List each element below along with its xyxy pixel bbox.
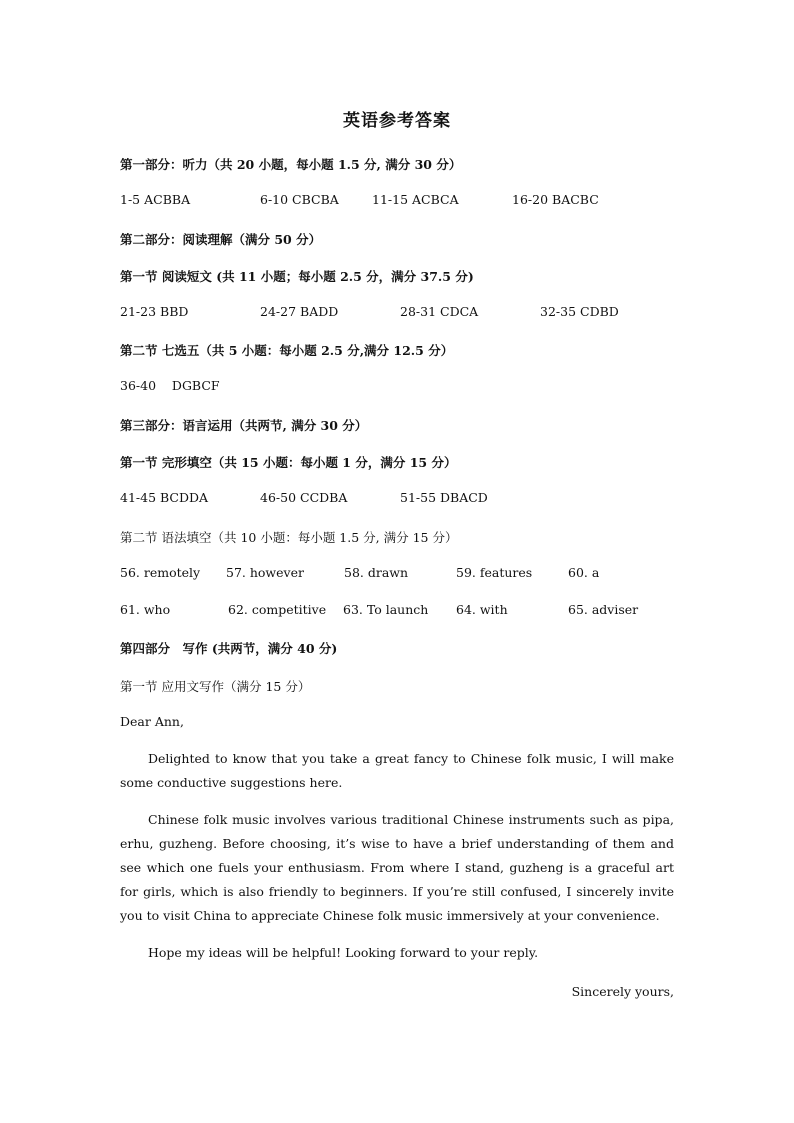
grammar-answers-row-2 xyxy=(0,602,794,620)
grammar-answer: 65. adviser xyxy=(568,602,639,617)
part2-heading: 第二部分：阅读理解（满分 50 分） xyxy=(120,232,322,247)
part3-section1-answers-row xyxy=(0,490,794,508)
answer-group: 41-45 BCDDA xyxy=(120,490,209,505)
answer-group: 11-15 ACBCA xyxy=(372,192,459,207)
part3-section2-heading: 第二节 语法填空（共 10 小题：每小题 1.5 分, 满分 15 分） xyxy=(120,530,458,545)
part2-section1-answers-row xyxy=(0,304,794,322)
answer-group: 6-10 CBCBA xyxy=(260,192,339,207)
part2-section1-heading: 第一节 阅读短文 (共 11 小题；每小题 2.5 分，满分 37.5 分) xyxy=(120,269,474,284)
grammar-answer: 58. drawn xyxy=(344,565,409,580)
grammar-answer: 60. a xyxy=(568,565,600,580)
grammar-answer: 63. To launch xyxy=(343,602,429,617)
answer-group: 1-5 ACBBA xyxy=(120,192,191,207)
answer-group: 46-50 CCDBA xyxy=(260,490,348,505)
letter-paragraph: Hope my ideas will be helpful! Looking forward to your reply. xyxy=(148,945,539,960)
part4-heading: 第四部分 写作 (共两节，满分 40 分) xyxy=(120,641,338,656)
answer-group: 16-20 BACBC xyxy=(512,192,599,207)
part3-section1-heading: 第一节 完形填空（共 15 小题：每小题 1 分，满分 15 分） xyxy=(120,455,457,470)
letter-salutation: Dear Ann, xyxy=(120,714,184,729)
part4-section1-heading: 第一节 应用文写作（满分 15 分） xyxy=(120,679,311,694)
part2-section2-answer: 36-40 DGBCF xyxy=(120,378,220,393)
letter-paragraph: Delighted to know that you take a great fancy to Chinese folk music, I will make some conductive suggestions here. xyxy=(120,751,674,790)
letter-paragraph: Chinese folk music involves various traditional Chinese instruments such as pipa, erhu, guzheng. Before choosing, it’s wise to have a brief understanding of them and see which one fuels your enthusiasm. From where I stand, guzheng is a graceful art for girls, which is also friendly to beginners. If you’re still confused, I sincerely invite you to visit China to appreciate Chinese folk music immersively at your convenience. xyxy=(120,812,674,923)
answer-group: 28-31 CDCA xyxy=(400,304,479,319)
grammar-answer: 64. with xyxy=(456,602,508,617)
letter-closing: Sincerely yours, xyxy=(571,984,674,999)
part2-section2-heading: 第二节 七选五（共 5 小题：每小题 2.5 分,满分 12.5 分） xyxy=(120,343,454,358)
answer-group: 32-35 CDBD xyxy=(540,304,619,319)
grammar-answer: 56. remotely xyxy=(120,565,201,580)
grammar-answer: 57. however xyxy=(226,565,304,580)
answer-group: 21-23 BBD xyxy=(120,304,189,319)
answer-group: 51-55 DBACD xyxy=(400,490,488,505)
part3-heading: 第三部分：语言运用（共两节, 满分 30 分） xyxy=(120,418,368,433)
grammar-answer: 59. features xyxy=(456,565,533,580)
page-title: 英语参考答案 xyxy=(343,111,451,131)
part1-answers-row xyxy=(0,192,794,210)
grammar-answer: 61. who xyxy=(120,602,171,617)
answer-group: 24-27 BADD xyxy=(260,304,339,319)
grammar-answers-row-1 xyxy=(0,565,794,583)
part1-heading: 第一部分：听力（共 20 小题，每小题 1.5 分, 满分 30 分） xyxy=(120,157,462,172)
grammar-answer: 62. competitive xyxy=(228,602,327,617)
